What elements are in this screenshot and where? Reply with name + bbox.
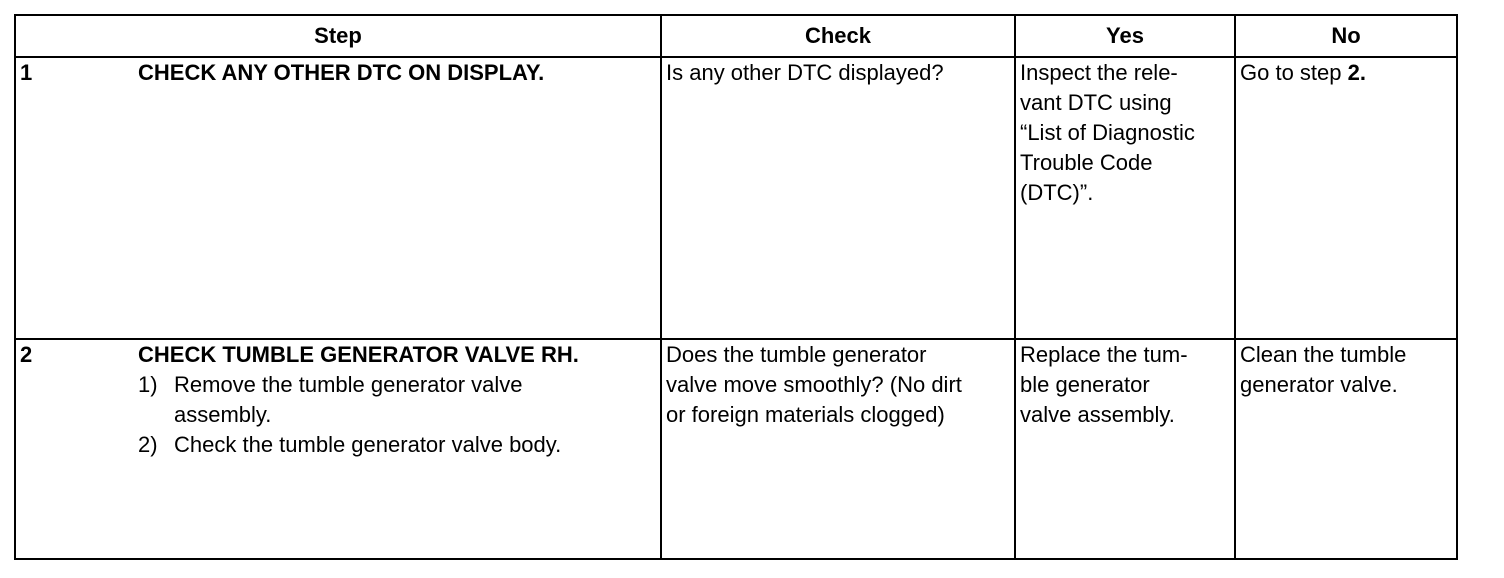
check-cell	[661, 339, 1015, 559]
yes-text: Inspect the rele- vant DTC using “List of Diagnostic Trouble Code (DTC)”.	[1020, 60, 1195, 205]
step-title: CHECK TUMBLE GENERATOR VALVE RH.	[138, 342, 579, 367]
yes-cell	[1015, 339, 1235, 559]
step-body	[138, 340, 660, 460]
diagnostic-table	[14, 14, 1458, 560]
step-number: 1	[20, 60, 33, 85]
table-header	[15, 15, 1457, 57]
yes-text: Replace the tum- ble generator valve assembly.	[1020, 342, 1188, 427]
header-check: Check	[661, 15, 1015, 57]
yes-cell	[1015, 57, 1235, 339]
step-number: 2	[20, 342, 33, 367]
header-step: Step	[15, 15, 661, 57]
table-row	[15, 339, 1457, 559]
no-text-prefix: Go to step	[1240, 60, 1348, 85]
header-row	[15, 15, 1457, 57]
sub-step-number: 1)	[138, 372, 158, 397]
no-cell	[1235, 339, 1457, 559]
no-text: Clean the tumble generator valve.	[1240, 342, 1407, 397]
sub-step-list	[138, 370, 660, 460]
step-cell	[15, 339, 661, 559]
check-cell	[661, 57, 1015, 339]
step-title: CHECK ANY OTHER DTC ON DISPLAY.	[138, 60, 545, 85]
check-text: Is any other DTC displayed?	[666, 60, 944, 85]
sub-step-text: Check the tumble generator valve body.	[174, 432, 562, 457]
table-row	[15, 57, 1457, 339]
sub-step-item	[138, 430, 660, 460]
check-text: Does the tumble generator valve move smoothly? (No dirt or foreign materials clogged)	[666, 342, 962, 427]
step-body	[138, 58, 660, 88]
step-cell	[15, 57, 661, 339]
sub-step-text: Remove the tumble generator valve assembly.	[174, 372, 523, 427]
sub-step-item	[138, 370, 660, 430]
sub-step-number: 2)	[138, 432, 158, 457]
no-text	[1240, 58, 1452, 88]
header-yes: Yes	[1015, 15, 1235, 57]
no-cell	[1235, 57, 1457, 339]
header-no: No	[1235, 15, 1457, 57]
table-body	[15, 57, 1457, 559]
step-reference: 2.	[1347, 60, 1366, 85]
